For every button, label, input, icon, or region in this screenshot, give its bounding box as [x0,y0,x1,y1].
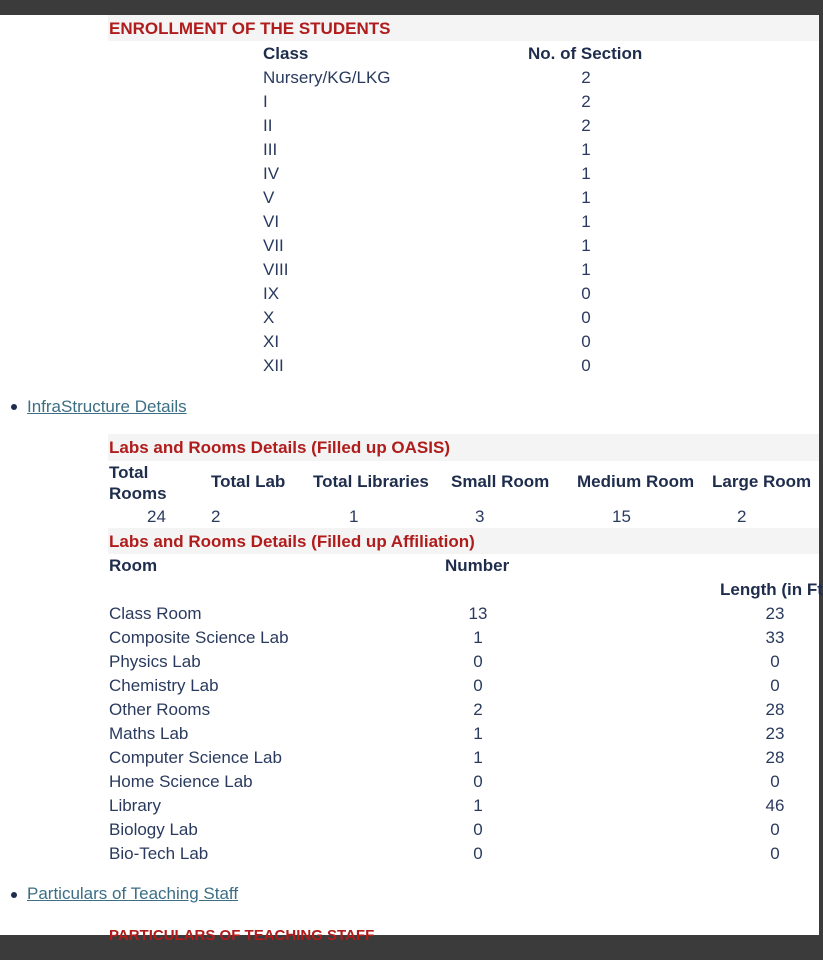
affiliation-length-cell: 0 [770,652,780,671]
enrollment-class-cell: VI [263,212,280,231]
page-content [0,15,823,944]
enrollment-sections-cell: 0 [581,308,591,327]
oasis-title: Labs and Rooms Details (Filled up OASIS) [109,438,450,457]
teaching-staff-link[interactable]: Particulars of Teaching Staff [27,884,239,903]
affiliation-length-cell: 0 [770,844,780,863]
enrollment-class-cell: V [263,188,275,207]
affiliation-room-cell: Physics Lab [109,652,201,671]
oasis-header-total-libraries: Total Libraries [313,472,429,491]
oasis-header-total-rooms-line1: Total [109,463,149,482]
enrollment-sections-cell: 1 [581,212,591,231]
affiliation-room-cell: Class Room [109,604,202,623]
enrollment-sections-cell: 1 [581,164,591,183]
affiliation-number-cell: 0 [473,676,483,695]
affiliation-number-cell: 0 [473,844,483,863]
enrollment-sections-cell: 2 [581,92,591,111]
enrollment-sections-cell: 0 [581,356,591,375]
affiliation-room-cell: Library [109,796,161,815]
bullet-infrastructure [11,404,17,410]
affiliation-number-cell: 0 [473,820,483,839]
oasis-header-large-room: Large Room [712,472,812,491]
affiliation-room-cell: Maths Lab [109,724,189,743]
oasis-header-total-rooms [109,462,167,504]
oasis-header-total-rooms-line2: Rooms [109,484,167,503]
enrollment-header-sections: No. of Section [528,44,643,63]
enrollment-class-cell: XI [263,332,280,351]
affiliation-room-cell: Chemistry Lab [109,676,219,695]
enrollment-class-cell: XII [263,356,284,375]
enrollment-header-class: Class [263,44,309,63]
enrollment-title: ENROLLMENT OF THE STUDENTS [109,19,391,38]
affiliation-length-cell: 23 [765,604,785,623]
enrollment-class-cell: Nursery/KG/LKG [263,68,391,87]
affiliation-number-cell: 1 [473,796,483,815]
affiliation-number-cell: 1 [473,628,483,647]
enrollment-class-cell: IV [263,164,280,183]
affiliation-number-cell: 13 [468,604,488,623]
oasis-header-small-room: Small Room [451,472,550,491]
enrollment-sections-cell: 2 [581,116,591,135]
affiliation-header-length: Length (in Ft [720,580,823,599]
oasis-value-total-libraries: 1 [349,507,359,526]
affiliation-length-cell: 0 [770,676,780,695]
oasis-value-total-lab: 2 [211,507,221,526]
affiliation-number-cell: 1 [473,724,483,743]
enrollment-sections-cell: 2 [581,68,591,87]
oasis-header-medium-room: Medium Room [577,472,695,491]
affiliation-room-cell: Bio-Tech Lab [109,844,209,863]
oasis-value-medium-room: 15 [612,507,631,526]
enrollment-sections-cell: 0 [581,332,591,351]
enrollment-class-cell: X [263,308,275,327]
affiliation-length-cell: 0 [770,820,780,839]
teaching-staff-title-partial: PARTICULARS OF TEACHING STAFF [109,927,375,944]
enrollment-sections-cell: 1 [581,188,591,207]
affiliation-number-cell: 1 [473,748,483,767]
enrollment-class-cell: III [263,140,278,159]
affiliation-length-cell: 33 [765,628,785,647]
enrollment-class-cell: II [263,116,273,135]
affiliation-number-cell: 0 [473,652,483,671]
affiliation-room-cell: Computer Science Lab [109,748,282,767]
enrollment-sections-cell: 1 [581,236,591,255]
affiliation-length-cell: 23 [765,724,785,743]
bullet-teaching-staff [11,892,17,898]
oasis-value-small-room: 3 [475,507,485,526]
enrollment-sections-cell: 0 [581,284,591,303]
affiliation-header-room: Room [109,556,158,575]
affiliation-header-number: Number [445,556,510,575]
affiliation-room-cell: Biology Lab [109,820,198,839]
oasis-value-large-room: 2 [737,507,747,526]
oasis-value-total-rooms: 24 [147,507,166,526]
enrollment-sections-cell: 1 [581,140,591,159]
affiliation-number-cell: 0 [473,772,483,791]
affiliation-title: Labs and Rooms Details (Filled up Affiliation) [109,532,475,551]
infrastructure-details-link[interactable]: InfraStructure Details [27,397,187,416]
enrollment-class-cell: IX [263,284,280,303]
enrollment-class-cell: VII [263,236,284,255]
affiliation-length-cell: 28 [765,700,785,719]
affiliation-length-cell: 46 [765,796,785,815]
affiliation-room-cell: Other Rooms [109,700,211,719]
oasis-header-total-lab: Total Lab [211,472,286,491]
affiliation-room-cell: Composite Science Lab [109,628,289,647]
enrollment-class-cell: I [263,92,268,111]
affiliation-room-cell: Home Science Lab [109,772,253,791]
affiliation-length-cell: 28 [765,748,785,767]
affiliation-length-cell: 0 [770,772,780,791]
enrollment-class-cell: VIII [263,260,289,279]
affiliation-number-cell: 2 [473,700,483,719]
enrollment-sections-cell: 1 [581,260,591,279]
